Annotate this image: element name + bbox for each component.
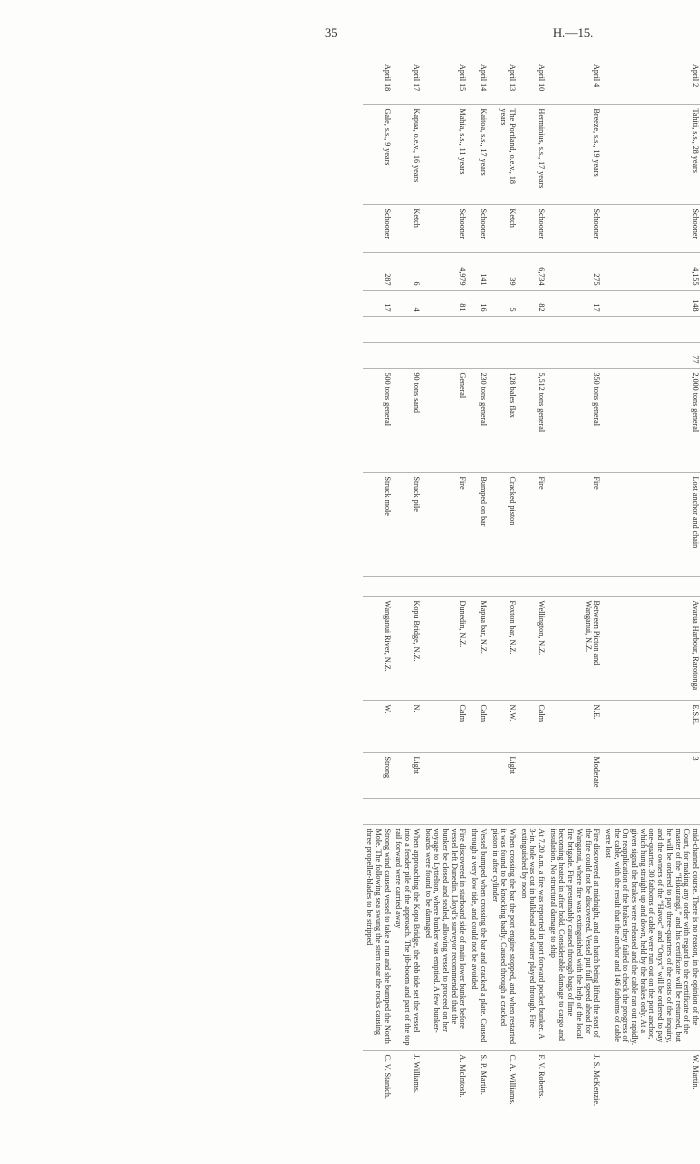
officer-cell: J. S. McKenzie. — [546, 1050, 601, 1160]
details-cell: At 7.20 a.m. a fire was reported in port forward pocket bunker. A 3-in. hole was cut in bulkhead and water played through. Fire extinguished by noon — [517, 824, 546, 1050]
details-cell: Fire discovered at midnight, and on hatch being lifted the seat of the fire could not be discovered. Vessel put full speed ahead for Wanganui, where fire was extinguished with the help of the local fire brigade. Fire presumably caused through bags of lime becoming heated in after hold. Considerable damage to cargo and insulation. No structural damage to ship — [546, 824, 601, 1050]
place-cell: Wanganui River, N.Z. — [363, 596, 392, 700]
blank-cell — [546, 798, 601, 824]
page-number: 35 — [325, 26, 338, 40]
blank-cell — [363, 798, 392, 824]
vessel-cell: Kapua, o.e.v., 16 years — [392, 104, 421, 204]
nature-cell: Bumped on bar — [467, 472, 487, 576]
table-row — [363, 60, 392, 1160]
blank-cell — [392, 576, 421, 596]
officer-cell: S. P. Martin. — [467, 1050, 487, 1160]
vessel-cell: Gale, s.s., 9 years — [363, 104, 392, 204]
crew-cell: 16 — [467, 290, 487, 316]
passengers-cell — [546, 342, 601, 368]
rig-cell: Schooner — [467, 204, 487, 252]
passengers-cell — [467, 342, 487, 368]
passengers-cell — [363, 342, 392, 368]
date-cell: April 13 — [507, 64, 517, 92]
casualty-table-rotated — [160, 60, 700, 1160]
nature-cell: Cracked piston — [488, 472, 517, 576]
blank-cell — [601, 576, 700, 596]
table-row — [601, 60, 700, 1160]
table-row — [467, 60, 487, 1160]
cargo-cell: 230 tons general — [467, 368, 487, 472]
table-row — [517, 60, 546, 1160]
place-cell: Between Picton and Wanganui, N.Z. — [546, 596, 601, 700]
nature-cell: Fire — [546, 472, 601, 576]
place-cell: Wellington, N.Z. — [517, 596, 546, 700]
blank-cell — [488, 576, 517, 596]
table-row — [546, 60, 601, 1160]
blank-cell — [488, 316, 517, 342]
details-cell: Fire discovered in starboard side of main lower bunker before vessel left Dunedin. Lloyd’s surveyor recommended that the bunker be closed and sealed, allowing vessel to proceed on her voyage to Lyttelton, where bunker was emptied. A few bunker-boards were found to be damaged — [421, 824, 468, 1050]
details-cell: Vessel bumped when crossing the bar and cracked a plate. Caused through a very low tide, and could not be avoided — [467, 824, 487, 1050]
blank-cell — [517, 798, 546, 824]
cargo-cell: 2,000 tons general — [601, 368, 700, 472]
officer-cell: W. Martin. — [601, 1050, 700, 1160]
tonnage-cell: 6,734 — [517, 252, 546, 290]
details-cell: When approaching the Kopu Bridge, the ebb tide set the vessel into a fender pile of the approach. The jib-boom and part of the top rail forward were carried away — [392, 824, 421, 1050]
vessel-cell: Breeze, s.s., 19 years — [546, 104, 601, 204]
wind-force-cell: Light — [488, 752, 517, 798]
passengers-cell — [421, 342, 468, 368]
vessel-cell: Mahia, s.s., 11 years — [421, 104, 468, 204]
blank-cell — [363, 576, 392, 596]
crew-cell: 17 — [363, 290, 392, 316]
nature-cell: Fire — [421, 472, 468, 576]
details-cell: Strong wind caused vessel to take a run and she bumped the North Mole. The following sea swung the stern near the rocks causing three propeller-blades to be stripped — [363, 824, 392, 1050]
cargo-cell: General — [421, 368, 468, 472]
wind-direction-cell: Calm — [517, 700, 546, 752]
wind-direction-cell: E.S.E. — [601, 700, 700, 752]
crew-cell: 5 — [488, 290, 517, 316]
date-cell: April 15 — [458, 64, 468, 92]
tonnage-cell: 4,979 — [421, 252, 468, 290]
blank-cell — [392, 798, 421, 824]
rig-cell: Schooner — [363, 204, 392, 252]
wind-direction-cell: Calm — [421, 700, 468, 752]
wind-force-cell — [517, 752, 546, 798]
vessel-cell: Herminius, s.s., 17 years — [517, 104, 546, 204]
table-row — [421, 60, 468, 1160]
tonnage-cell: 287 — [363, 252, 392, 290]
rig-cell: Schooner — [601, 204, 700, 252]
passengers-cell: 77 — [601, 342, 700, 368]
officer-cell: A. McIntosh. — [421, 1050, 468, 1160]
passengers-cell — [517, 342, 546, 368]
page-reference: H.—15. — [553, 26, 594, 40]
blank-cell — [467, 798, 487, 824]
table-row — [488, 60, 517, 1160]
nature-cell: Struck pile — [392, 472, 421, 576]
officer-cell: J. Williams. — [392, 1050, 421, 1160]
crew-cell: 17 — [546, 290, 601, 316]
details-cell: mid-channel course. There is no reason, in the opinion of the Court, for making any order with regard to the certificate of the master of the “Hikurangi,” and his certificate will be returned, but he will be ordered to pay three-quarters of the costs of the inquiry, and the owners of the “Havoc” and “Onyx” will be ordered to pay one-quarter. 30 fathoms of cable were run out on the port anchor, which hung straight up and down, held by the brakes only. At a given signal the brakes were released and the cable ran out rapidly. On reapplication of the brakes they failed to check the progress of the cable, with the result that the anchor and 146 fathoms of cable were lost — [601, 824, 700, 1050]
rig-cell: Schooner — [517, 204, 546, 252]
wind-direction-cell: N.W. — [488, 700, 517, 752]
date-cell: April 10 — [537, 64, 547, 92]
vessel-cell: The Portland, o.e.v., 18 years — [488, 104, 517, 204]
blank-cell — [601, 316, 700, 342]
date-cell: April 18 — [382, 64, 392, 92]
blank-cell — [546, 576, 601, 596]
place-cell: Mapua bar, N.Z. — [467, 596, 487, 700]
cargo-cell: 5,512 tons general — [517, 368, 546, 472]
blank-cell — [363, 316, 392, 342]
wind-force-cell — [421, 752, 468, 798]
blank-cell — [467, 576, 487, 596]
details-cell: When crossing the bar the port engine stopped, and when restarted it was found to be knocking badly. Caused through a cracked piston in after cylinder — [488, 824, 517, 1050]
place-cell: Dunedin, N.Z. — [421, 596, 468, 700]
blank-cell — [517, 576, 546, 596]
table-row — [392, 60, 421, 1160]
wind-force-cell: Moderate — [546, 752, 601, 798]
wind-direction-cell: N.E. — [546, 700, 601, 752]
blank-cell — [421, 798, 468, 824]
cargo-cell: 500 tons general — [363, 368, 392, 472]
vessel-cell: Kaitoa, s.s., 17 years — [467, 104, 487, 204]
nature-cell: Struck mole — [363, 472, 392, 576]
tonnage-cell: 6 — [392, 252, 421, 290]
tonnage-cell: 39 — [488, 252, 517, 290]
wind-force-cell: 3 — [601, 752, 700, 798]
place-cell: Foxton bar, N.Z. — [488, 596, 517, 700]
blank-cell — [421, 316, 468, 342]
blank-cell — [392, 316, 421, 342]
tonnage-cell: 275 — [546, 252, 601, 290]
nature-cell: Fire — [517, 472, 546, 576]
date-cell: April 17 — [411, 64, 421, 92]
crew-cell: 82 — [517, 290, 546, 316]
vessel-cell: Tahiti, s.s., 28 years — [601, 104, 700, 204]
blank-cell — [467, 316, 487, 342]
blank-cell — [421, 576, 468, 596]
wind-force-cell: Strong — [363, 752, 392, 798]
wind-direction-cell: W. — [363, 700, 392, 752]
blank-cell — [517, 316, 546, 342]
blank-cell — [601, 798, 700, 824]
rig-cell: Ketch — [392, 204, 421, 252]
tonnage-cell: 141 — [467, 252, 487, 290]
nature-cell: Lost anchor and chain — [601, 472, 700, 576]
wind-force-cell — [467, 752, 487, 798]
rig-cell: Ketch — [488, 204, 517, 252]
passengers-cell — [488, 342, 517, 368]
crew-cell: 4 — [392, 290, 421, 316]
casualty-table — [363, 60, 700, 1160]
date-cell: April 14 — [478, 64, 488, 92]
tonnage-cell: 4,155 — [601, 252, 700, 290]
wind-direction-cell: Calm — [467, 700, 487, 752]
rig-cell: Schooner — [546, 204, 601, 252]
officer-cell: C. V. Stanich. — [363, 1050, 392, 1160]
date-cell: April 4 — [592, 64, 602, 88]
cargo-cell: 128 bales flax — [488, 368, 517, 472]
date-cell: April 2 — [691, 64, 700, 88]
cargo-cell: 90 tons sand — [392, 368, 421, 472]
blank-cell — [488, 798, 517, 824]
wind-direction-cell: N. — [392, 700, 421, 752]
officer-cell: F. V. Roberts. — [517, 1050, 546, 1160]
blank-cell — [546, 316, 601, 342]
passengers-cell — [392, 342, 421, 368]
rig-cell: Schooner — [421, 204, 468, 252]
officer-cell: C. A. Williams. — [488, 1050, 517, 1160]
wind-force-cell: Light — [392, 752, 421, 798]
crew-cell: 81 — [421, 290, 468, 316]
crew-cell: 148 — [601, 290, 700, 316]
place-cell: Avarua Harbour, Rarotonga — [601, 596, 700, 700]
cargo-cell: 350 tons general — [546, 368, 601, 472]
place-cell: Kopu Bridge, N.Z. — [392, 596, 421, 700]
